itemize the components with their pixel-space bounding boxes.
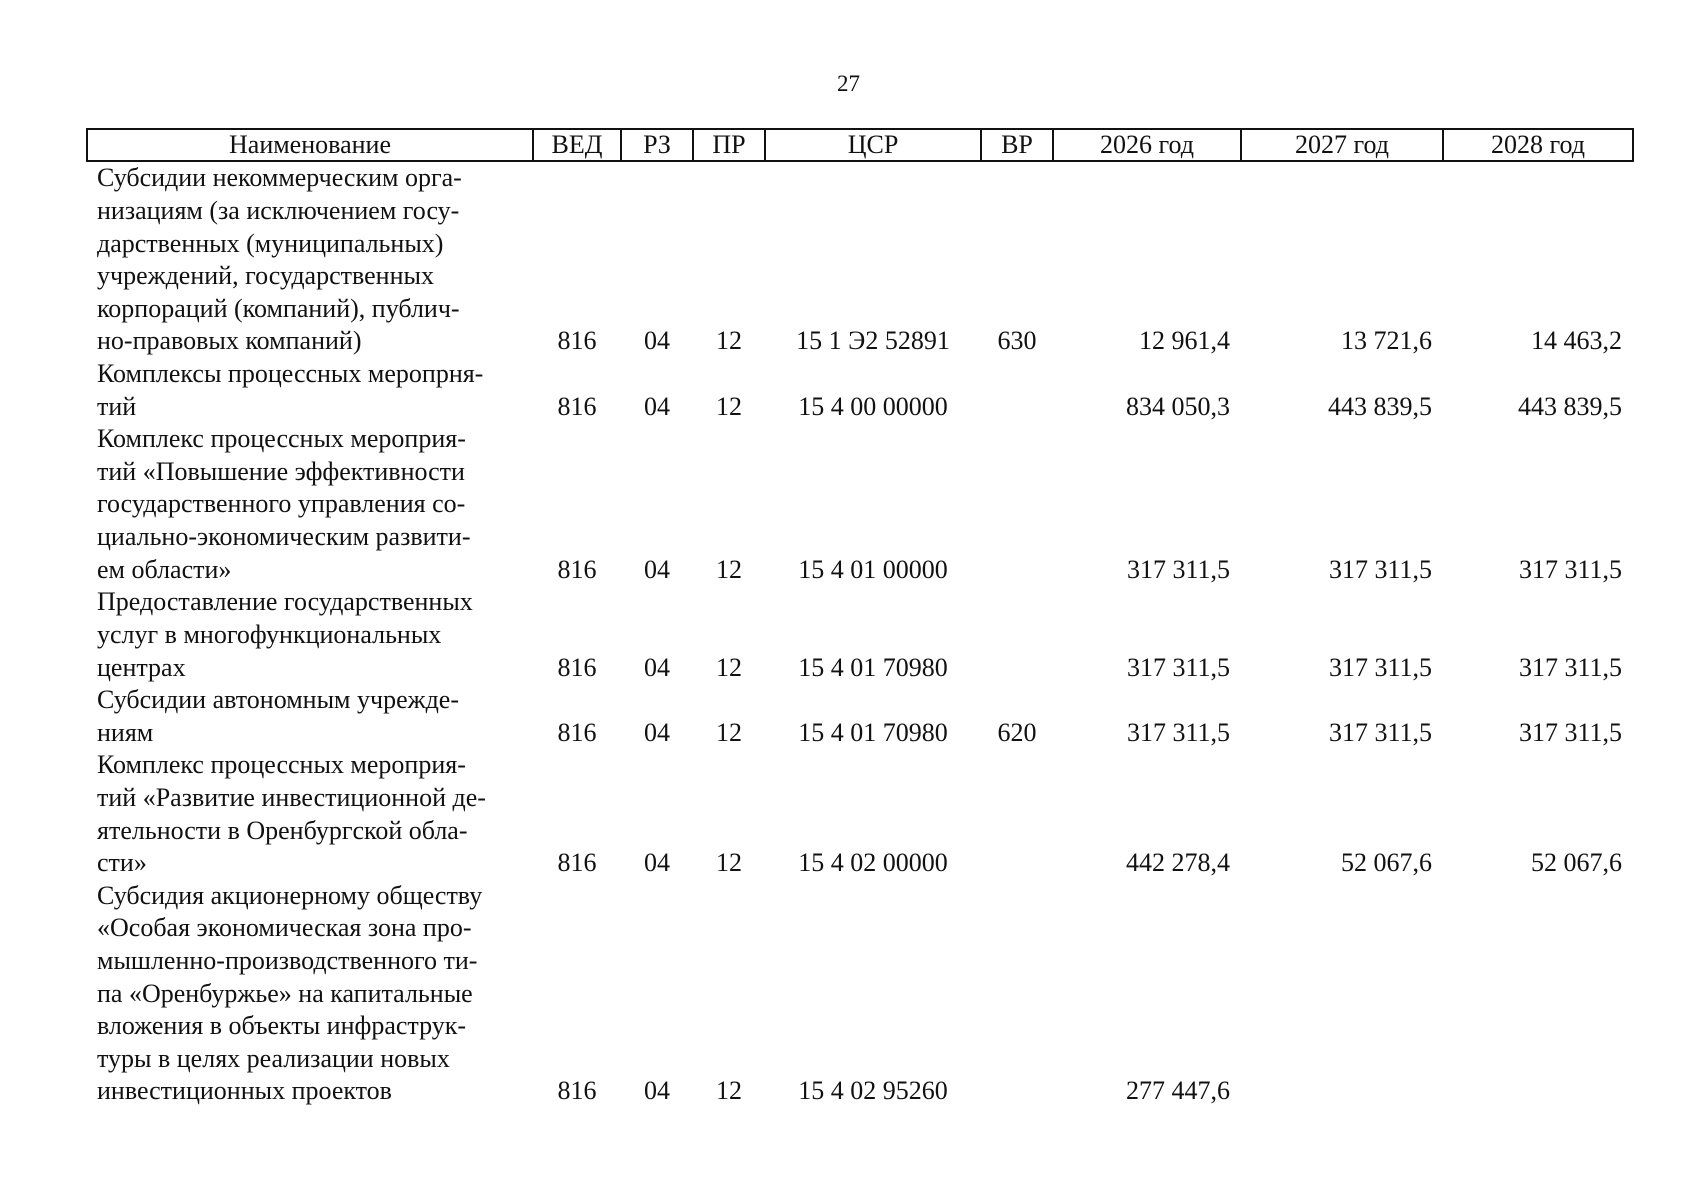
row-csr: 15 4 01 00000 xyxy=(798,554,948,584)
row-name: Комплексы процессных меропрня- тий xyxy=(97,359,484,421)
row-2027 xyxy=(1241,880,1443,1108)
table-row xyxy=(87,586,1633,684)
row-ved: 816 xyxy=(557,391,597,421)
row-csr: 15 1 Э2 52891 xyxy=(796,326,950,356)
row-rz: 04 xyxy=(644,717,670,747)
row-rz: 04 xyxy=(644,652,670,682)
header-2028: 2028 год xyxy=(1443,129,1633,161)
row-ved: 816 xyxy=(557,652,597,682)
row-pr: 12 xyxy=(716,848,742,878)
row-rz: 04 xyxy=(644,326,670,356)
table-row xyxy=(87,161,1633,358)
row-2028 xyxy=(1443,880,1633,1108)
row-vr xyxy=(981,749,1053,879)
row-2028: 443 839,5 xyxy=(1518,391,1622,421)
header-name: Наименование xyxy=(87,129,533,161)
row-2026: 12 961,4 xyxy=(1139,326,1230,356)
table-row xyxy=(87,684,1633,749)
row-rz: 04 xyxy=(644,1076,670,1106)
row-pr: 12 xyxy=(716,326,742,356)
row-name: Комплекс процессных мероприя- тий «Повышение эффективности государственного управления со- циально-экономическим развити- ем области» xyxy=(97,424,471,584)
row-name: Предоставление государственных услуг в многофункциональных центрах xyxy=(97,587,473,682)
row-csr: 15 4 02 95260 xyxy=(798,1076,948,1106)
table-row xyxy=(87,423,1633,586)
budget-table xyxy=(86,128,1634,1108)
header-ved: ВЕД xyxy=(533,129,621,161)
table-header-row xyxy=(87,129,1633,161)
row-ved: 816 xyxy=(557,326,597,356)
row-name: Комплекс процессных мероприя- тий «Развитие инвестиционной де- ятельности в Оренбургской обла- сти» xyxy=(97,750,486,878)
row-2026: 317 311,5 xyxy=(1126,717,1230,747)
row-2027: 317 311,5 xyxy=(1328,717,1432,747)
row-csr: 15 4 01 70980 xyxy=(798,717,948,747)
row-2028: 317 311,5 xyxy=(1518,652,1622,682)
row-csr: 15 4 00 00000 xyxy=(798,391,948,421)
row-csr: 15 4 02 00000 xyxy=(798,848,948,878)
row-ved: 816 xyxy=(557,848,597,878)
row-2026: 277 447,6 xyxy=(1126,1076,1230,1106)
row-name: Субсидии автономным учрежде- ниям xyxy=(97,685,459,747)
row-ved: 816 xyxy=(557,717,597,747)
row-pr: 12 xyxy=(716,652,742,682)
table-row xyxy=(87,880,1633,1108)
row-2028: 317 311,5 xyxy=(1518,717,1622,747)
table-row xyxy=(87,358,1633,423)
row-csr: 15 4 01 70980 xyxy=(798,652,948,682)
row-pr: 12 xyxy=(716,554,742,584)
row-vr: 630 xyxy=(997,326,1037,356)
header-rz: РЗ xyxy=(621,129,693,161)
row-2028: 52 067,6 xyxy=(1531,848,1622,878)
row-2026: 317 311,5 xyxy=(1126,652,1230,682)
row-vr xyxy=(981,880,1053,1108)
header-vr: ВР xyxy=(981,129,1053,161)
row-ved: 816 xyxy=(557,1076,597,1106)
row-vr xyxy=(981,358,1053,423)
row-2027: 13 721,6 xyxy=(1341,326,1432,356)
header-2026: 2026 год xyxy=(1053,129,1241,161)
row-2027: 317 311,5 xyxy=(1328,652,1432,682)
row-rz: 04 xyxy=(644,554,670,584)
row-2027: 52 067,6 xyxy=(1341,848,1432,878)
row-pr: 12 xyxy=(716,717,742,747)
row-2026: 442 278,4 xyxy=(1126,848,1230,878)
row-2026: 317 311,5 xyxy=(1126,554,1230,584)
row-rz: 04 xyxy=(644,848,670,878)
table-row xyxy=(87,749,1633,879)
row-pr: 12 xyxy=(716,1076,742,1106)
row-2027: 443 839,5 xyxy=(1328,391,1432,421)
row-name: Субсидии некоммерческим орга- низациям (за исключением госу- дарственных (муниципальных) учреждений, государственных корпораций (компаний), публич- но-правовых компаний) xyxy=(97,163,462,356)
header-csr: ЦСР xyxy=(765,129,981,161)
row-rz: 04 xyxy=(644,391,670,421)
header-2027: 2027 год xyxy=(1241,129,1443,161)
row-pr: 12 xyxy=(716,391,742,421)
row-vr xyxy=(981,586,1053,684)
row-name: Субсидия акционерному обществу «Особая экономическая зона про- мышленно-производственного ти- па «Оренбуржье» на капитальные вложения в объекты инфраструк- туры в целях реализации новых инвестиционных проектов xyxy=(97,880,483,1106)
row-2028: 317 311,5 xyxy=(1518,554,1622,584)
row-2027: 317 311,5 xyxy=(1328,554,1432,584)
row-2026: 834 050,3 xyxy=(1126,391,1230,421)
row-2028: 14 463,2 xyxy=(1531,326,1622,356)
page-number: 27 xyxy=(837,71,860,96)
row-vr xyxy=(981,423,1053,586)
row-ved: 816 xyxy=(557,554,597,584)
header-pr: ПР xyxy=(693,129,765,161)
row-vr: 620 xyxy=(997,717,1037,747)
